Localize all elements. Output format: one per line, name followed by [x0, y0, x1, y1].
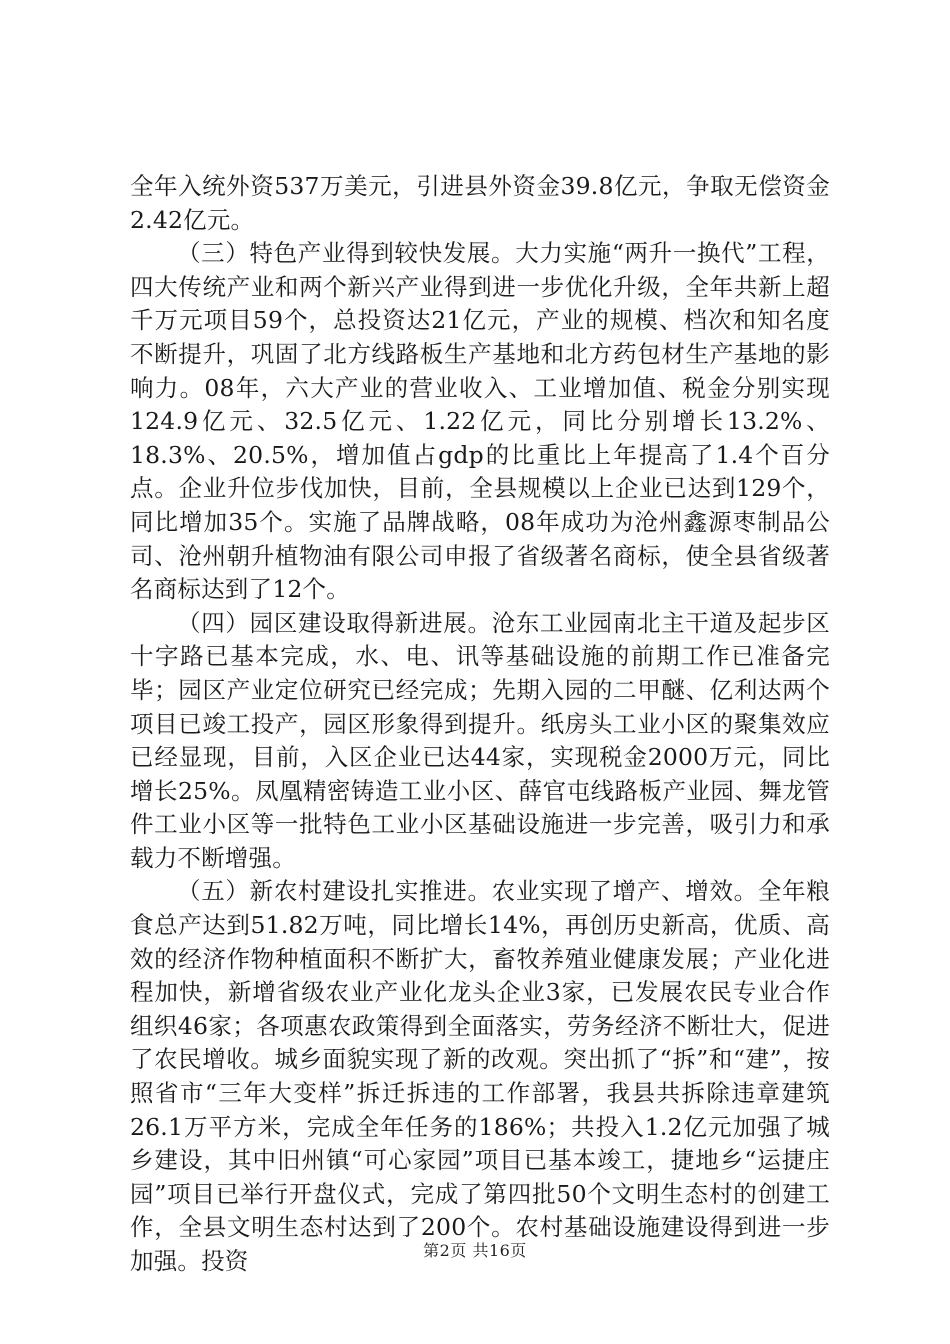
paragraph-foreign-investment: 全年入统外资537万美元，引进县外资金39.8亿元，争取无偿资金2.42亿元。 — [130, 172, 830, 234]
page-number-footer: 第2页 共16页 — [423, 1241, 527, 1260]
paragraph-characteristic-industry: （三）特色产业得到较快发展。大力实施“两升一换代”工程，四大传统产业和两个新兴产业得到进一步优化升级，全年共新上超千万元项目59个，总投资达21亿元，产业的规模、档次和知名度不断提升，巩固了北方线路板生产基地和北方药包材生产基地的影响力。08年，六大产业的营业收入、工业增加值、税金分别实现124.9亿元、32.5亿元、1.22亿元，同比分别增长13.2%、18.3%、20.5%，增加值占gdp的比重比上年提高了1.4个百分点。企业升位步伐加快，目前，全县规模以上企业已达到129个，同比增加35个。实施了品牌战略，08年成功为沧州鑫源枣制品公司、沧州朝升植物油有限公司申报了省级著名商标，使全县省级著名商标达到了12个。 — [130, 239, 830, 604]
paragraph-new-countryside: （五）新农村建设扎实推进。农业实现了增产、增效。全年粮食总产达到51.82万吨，同比增长14%，再创历史新高，优质、高效的经济作物种植面积不断扩大，畜牧养殖业健康发展；产业化进程加快，新增省级农业产业化龙头企业3家，已发展农民专业合作组织46家；各项惠农政策得到全面落实，劳务经济不断壮大，促进了农民增收。城乡面貌实现了新的改观。突出抓了“拆”和“建”，按照省市“三年大变样”拆迁拆违的工作部署，我县共拆除违章建筑26.1万平方米，完成全年任务的186%；共投入1.2亿元加强了城乡建设，其中旧州镇“可心家园”项目已基本竣工，捷地乡“运捷庄园”项目已举行开盘仪式，完成了第四批50个文明生态村的创建工作，全县文明生态村达到了200个。农村基础设施建设得到进一步加强。投资 — [130, 877, 830, 1275]
paragraph-park-construction: （四）园区建设取得新进展。沧东工业园南北主干道及起步区十字路已基本完成，水、电、讯等基础设施的前期工作已准备完毕；园区产业定位研究已经完成；先期入园的二甲醚、亿利达两个项目已竣工投产，园区形象得到提升。纸房头工业小区的聚集效应已经显现，目前，入区企业已达44家，实现税金2000万元，同比增长25%。凤凰精密铸造工业小区、薛官屯线路板产业园、舞龙管件工业小区等一批特色工业小区基础设施进一步完善，吸引力和承载力不断增强。 — [130, 608, 830, 872]
document-body — [130, 170, 830, 1279]
